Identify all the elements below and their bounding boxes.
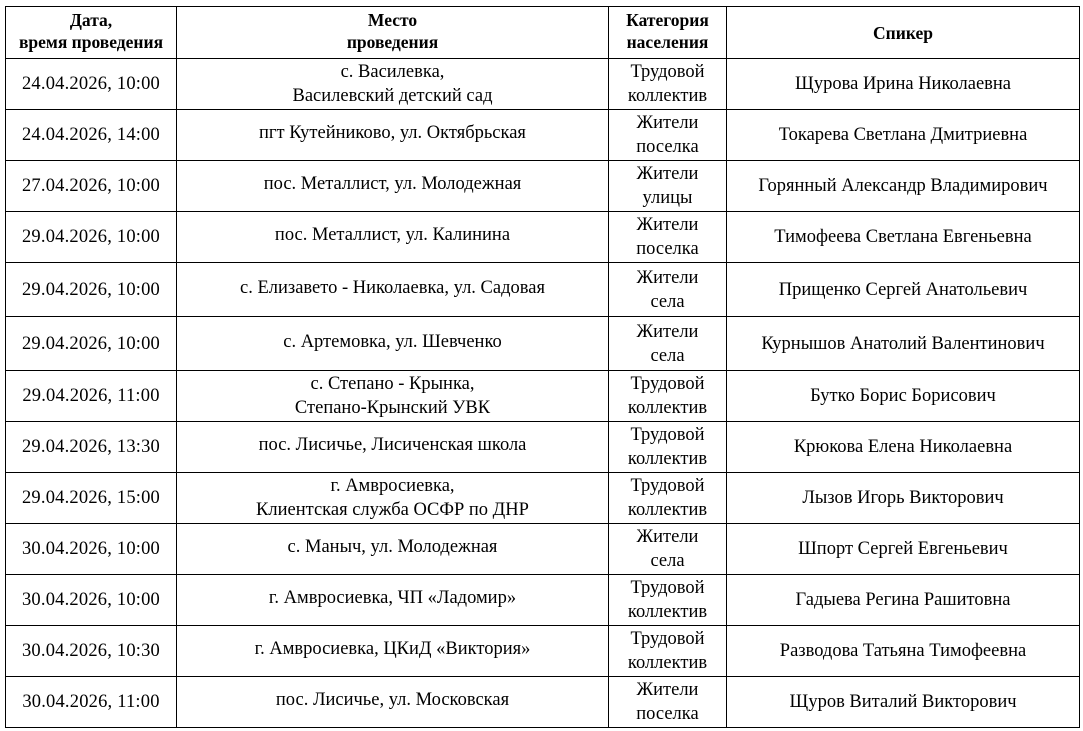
cell-date: 27.04.2026, 10:00: [6, 161, 177, 212]
place-line: с. Степано - Крынка,: [310, 374, 475, 394]
cell-date: 24.04.2026, 14:00: [6, 110, 177, 161]
category-line: коллектив: [627, 86, 708, 106]
table-row: [6, 473, 1080, 524]
cell-speaker: Щуров Виталий Викторович: [727, 677, 1080, 728]
place-line: Степано-Крынский УВК: [294, 398, 491, 418]
cell-place: [177, 263, 609, 317]
header-category-line-2: населения: [626, 32, 709, 52]
cell-place: [177, 317, 609, 371]
table-row: [6, 575, 1080, 626]
cell-date: 24.04.2026, 10:00: [6, 59, 177, 110]
cell-speaker: Крюкова Елена Николаевна: [727, 422, 1080, 473]
cell-category: [609, 212, 727, 263]
cell-speaker: Бутко Борис Борисович: [727, 371, 1080, 422]
header-place-line-2: проведения: [346, 32, 439, 52]
place-line: пос. Лисичье, ул. Московская: [275, 690, 510, 710]
cell-date: 29.04.2026, 11:00: [6, 371, 177, 422]
table-row: [6, 317, 1080, 371]
place-line: г. Амвросиевка,: [330, 476, 455, 496]
category-line: Трудовой: [630, 425, 705, 445]
table-row: [6, 263, 1080, 317]
header-place-line-1: Место: [367, 10, 418, 30]
table-row: [6, 110, 1080, 161]
cell-place: [177, 161, 609, 212]
cell-speaker: Курнышов Анатолий Валентинович: [727, 317, 1080, 371]
header-speaker: Спикер: [727, 7, 1080, 59]
cell-category: [609, 473, 727, 524]
cell-speaker: Прищенко Сергей Анатольевич: [727, 263, 1080, 317]
category-line: Жители: [636, 215, 699, 235]
cell-place: [177, 575, 609, 626]
cell-date: 30.04.2026, 10:00: [6, 524, 177, 575]
place-line: с. Елизавето - Николаевка, ул. Садовая: [240, 277, 545, 298]
category-line: Жители: [636, 164, 699, 184]
header-row: [6, 7, 1080, 59]
category-line: Трудовой: [630, 374, 705, 394]
category-line: Жители: [636, 527, 699, 547]
table-row: [6, 677, 1080, 728]
category-line: Трудовой: [630, 629, 705, 649]
header-date-line-2: время проведения: [18, 32, 164, 52]
header-category-line-1: Категория: [626, 10, 709, 30]
place-line: пгт Кутейниково, ул. Октябрьская: [259, 123, 526, 143]
cell-speaker: Горянный Александр Владимирович: [727, 161, 1080, 212]
cell-speaker: Гадыева Регина Рашитовна: [727, 575, 1080, 626]
cell-speaker: Разводова Татьяна Тимофеевна: [727, 626, 1080, 677]
cell-date: 30.04.2026, 10:00: [6, 575, 177, 626]
table-row: [6, 422, 1080, 473]
table-row: [6, 161, 1080, 212]
table-row: [6, 524, 1080, 575]
place-line: с. Маныч, ул. Молодежная: [287, 537, 498, 557]
table-row: [6, 626, 1080, 677]
cell-place: [177, 212, 609, 263]
header-category: [609, 7, 727, 59]
cell-place: [177, 524, 609, 575]
cell-category: [609, 317, 727, 371]
cell-category: [609, 161, 727, 212]
cell-date: 29.04.2026, 10:00: [6, 263, 177, 317]
place-line: с. Василевка,: [340, 62, 445, 82]
category-line: коллектив: [627, 602, 708, 622]
category-line: села: [650, 345, 685, 366]
cell-category: [609, 59, 727, 110]
category-line: коллектив: [627, 500, 708, 520]
cell-place: [177, 473, 609, 524]
cell-category: [609, 677, 727, 728]
category-line: коллектив: [627, 653, 708, 673]
cell-speaker: Тимофеева Светлана Евгеньевна: [727, 212, 1080, 263]
category-line: поселка: [636, 239, 699, 259]
cell-category: [609, 371, 727, 422]
cell-date: 29.04.2026, 10:00: [6, 317, 177, 371]
header-date-line-1: Дата,: [69, 10, 113, 30]
category-line: Жители: [636, 267, 699, 288]
table-row: [6, 371, 1080, 422]
cell-category: [609, 575, 727, 626]
cell-place: [177, 677, 609, 728]
category-line: Жители: [636, 113, 699, 133]
category-line: коллектив: [627, 449, 708, 469]
table-body: [6, 59, 1080, 728]
cell-place: [177, 422, 609, 473]
place-line: Клиентская служба ОСФР по ДНР: [256, 500, 529, 520]
place-line: г. Амвросиевка, ЦКиД «Виктория»: [254, 639, 531, 659]
cell-category: [609, 263, 727, 317]
cell-place: [177, 371, 609, 422]
cell-date: 29.04.2026, 10:00: [6, 212, 177, 263]
category-line: села: [650, 551, 685, 571]
category-line: Трудовой: [630, 62, 705, 82]
cell-speaker: Лызов Игорь Викторович: [727, 473, 1080, 524]
cell-speaker: Щурова Ирина Николаевна: [727, 59, 1080, 110]
category-line: Трудовой: [630, 578, 705, 598]
cell-category: [609, 626, 727, 677]
header-place: [177, 7, 609, 59]
place-line: пос. Лисичье, Лисиченская школа: [258, 435, 527, 455]
category-line: села: [650, 291, 685, 312]
table-row: [6, 59, 1080, 110]
place-line: пос. Металлист, ул. Молодежная: [263, 174, 522, 194]
cell-speaker: Шпорт Сергей Евгеньевич: [727, 524, 1080, 575]
header-date: [6, 7, 177, 59]
cell-category: [609, 524, 727, 575]
place-line: пос. Металлист, ул. Калинина: [274, 225, 511, 245]
cell-date: 29.04.2026, 13:30: [6, 422, 177, 473]
category-line: поселка: [636, 137, 699, 157]
category-line: коллектив: [627, 398, 708, 418]
cell-date: 30.04.2026, 11:00: [6, 677, 177, 728]
category-line: поселка: [636, 704, 699, 724]
cell-date: 29.04.2026, 15:00: [6, 473, 177, 524]
cell-speaker: Токарева Светлана Дмитриевна: [727, 110, 1080, 161]
table-row: [6, 212, 1080, 263]
category-line: улицы: [642, 188, 693, 208]
schedule-table: [5, 6, 1080, 728]
place-line: Василевский детский сад: [292, 86, 493, 106]
place-line: с. Артемовка, ул. Шевченко: [283, 331, 502, 352]
cell-place: [177, 110, 609, 161]
place-line: г. Амвросиевка, ЧП «Ладомир»: [268, 588, 517, 608]
category-line: Трудовой: [630, 476, 705, 496]
cell-date: 30.04.2026, 10:30: [6, 626, 177, 677]
cell-category: [609, 422, 727, 473]
cell-place: [177, 59, 609, 110]
category-line: Жители: [636, 680, 699, 700]
cell-category: [609, 110, 727, 161]
category-line: Жители: [636, 321, 699, 342]
cell-place: [177, 626, 609, 677]
